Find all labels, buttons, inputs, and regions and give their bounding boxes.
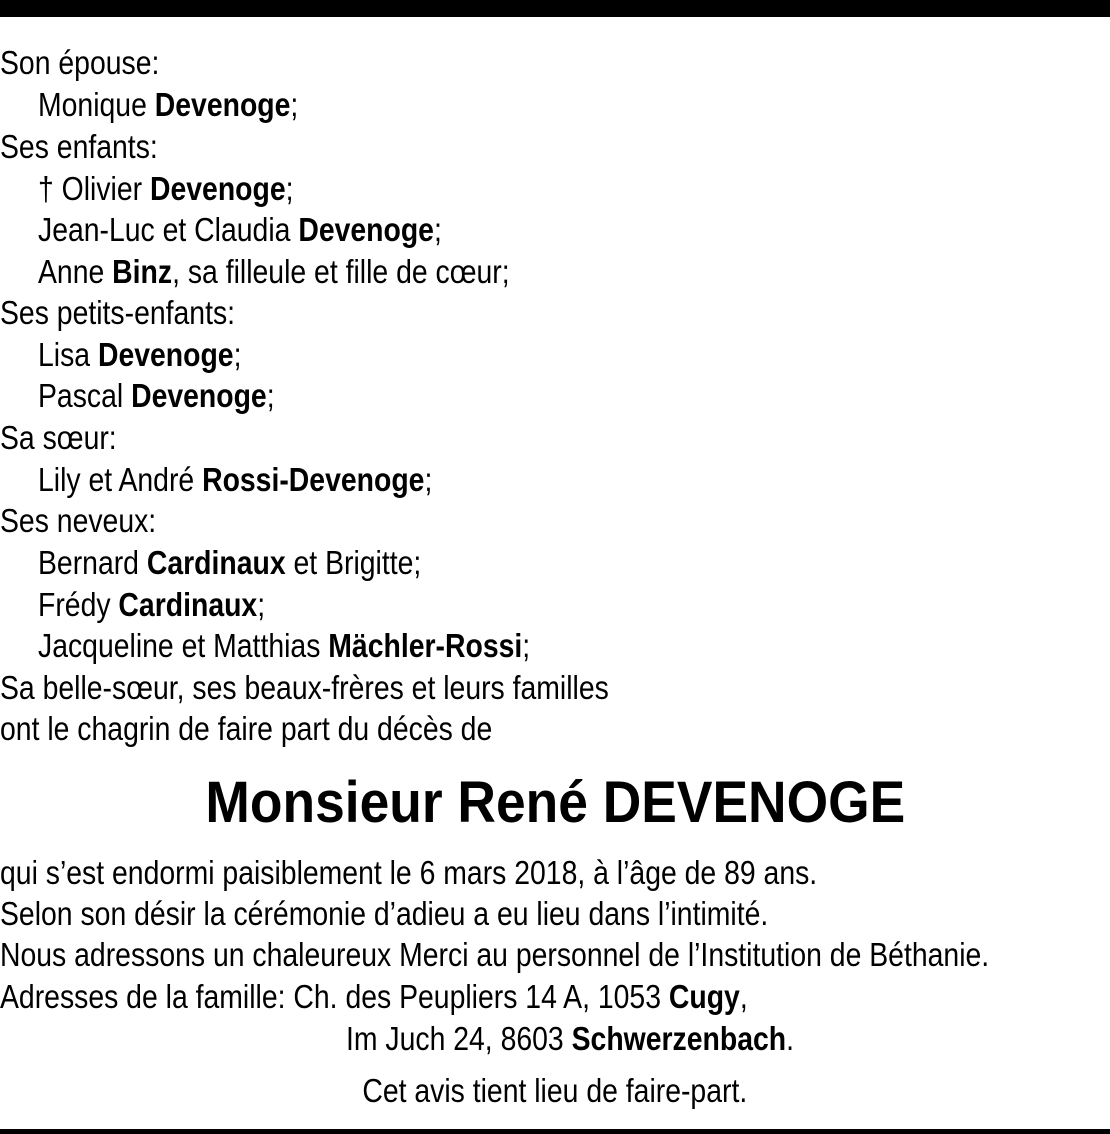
heading-grandchildren: Ses petits-enfants: [0, 294, 236, 331]
member-line: Jean-Luc et Claudia Devenoge; [38, 211, 442, 248]
body-line: Selon son désir la cérémonie d’adieu a eu lieu dans l’intimité. [0, 895, 769, 932]
family-name: Rossi-Devenoge [202, 461, 425, 498]
footer-note: Cet avis tient lieu de faire-part. [362, 1072, 748, 1109]
family-name: Devenoge [154, 86, 291, 123]
family-name: Cardinaux [118, 586, 258, 623]
bottom-rule [0, 1129, 1110, 1134]
member-line: Lisa Devenoge; [38, 336, 242, 373]
address-city: Schwerzenbach [571, 1020, 787, 1057]
address-city: Cugy [668, 978, 740, 1015]
body-line: Nous adressons un chaleureux Merci au personnel de l’Institution de Béthanie. [0, 936, 990, 973]
member-line: Frédy Cardinaux; [38, 586, 266, 623]
member-line: Monique Devenoge; [38, 86, 299, 123]
family-name: Devenoge [97, 336, 234, 373]
address-line-1: Adresses de la famille: Ch. des Peupliers 14 A, 1053 Cugy, [0, 978, 748, 1015]
member-line: Anne Binz, sa filleule et fille de cœur; [38, 253, 510, 290]
address-line-2: Im Juch 24, 8603 Schwerzenbach. [346, 1020, 794, 1057]
member-line: Lily et André Rossi-Devenoge; [38, 461, 433, 498]
member-line: Bernard Cardinaux et Brigitte; [38, 544, 422, 581]
heading-spouse: Son épouse: [0, 44, 160, 81]
member-line: Jacqueline et Matthias Mächler-Rossi; [38, 627, 531, 664]
family-name: Devenoge [131, 377, 267, 414]
heading-children: Ses enfants: [0, 128, 158, 165]
deceased-name: Monsieur René DEVENOGE [205, 770, 905, 835]
body-line: qui s’est endormi paisiblement le 6 mars 2018, à l’âge de 89 ans. [0, 854, 818, 891]
family-name: Devenoge [298, 211, 434, 248]
family-name: Devenoge [149, 170, 286, 207]
closing-line: Sa belle-sœur, ses beaux-frères et leurs familles [0, 669, 609, 706]
address-label: Adresses de la famille: [0, 978, 294, 1015]
member-line: † Olivier Devenoge; [38, 170, 294, 207]
family-name: Binz [112, 253, 173, 290]
family-name: Mächler-Rossi [328, 627, 523, 664]
closing-line: ont le chagrin de faire part du décès de [0, 710, 493, 747]
heading-sister: Sa sœur: [0, 419, 117, 456]
top-rule [0, 0, 1110, 17]
member-line: Pascal Devenoge; [38, 377, 275, 414]
heading-nephews: Ses neveux: [0, 502, 157, 539]
family-name: Cardinaux [146, 544, 286, 581]
